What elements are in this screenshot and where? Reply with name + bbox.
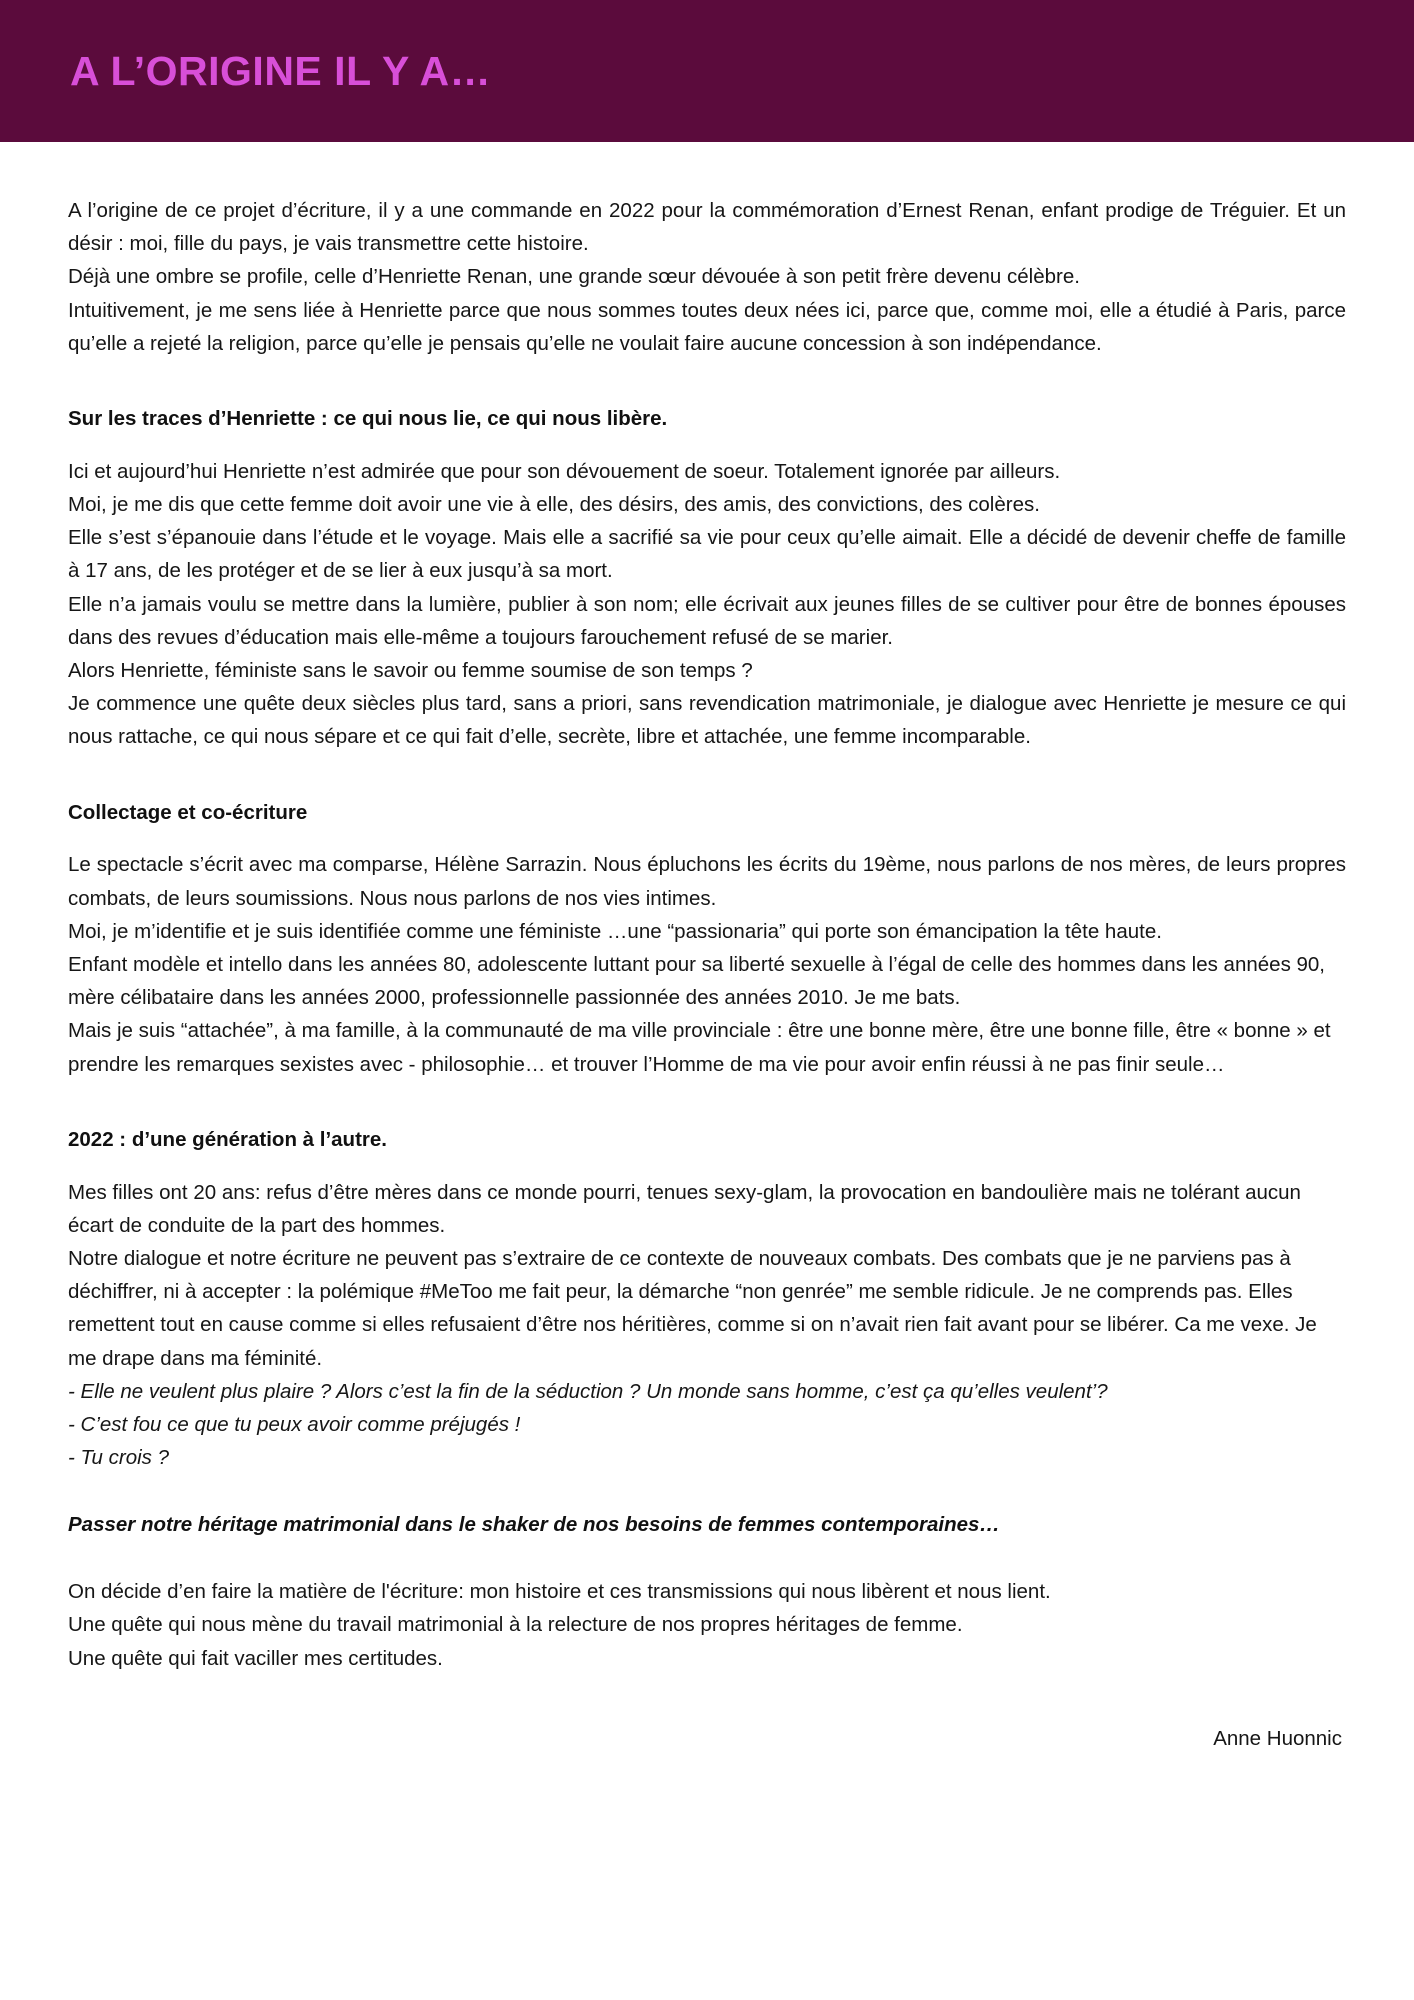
dialogue-line: - Tu crois ? bbox=[68, 1446, 169, 1470]
section-3-body bbox=[68, 1176, 1346, 1475]
section-1-body bbox=[68, 455, 1346, 754]
section-heading-1: Sur les traces d’Henriette : ce qui nous lie, ce qui nous libère. bbox=[68, 407, 668, 431]
section-heading-3: 2022 : d’une génération à l’autre. bbox=[68, 1127, 387, 1151]
spacer bbox=[68, 1561, 1346, 1575]
paragraph: Déjà une ombre se profile, celle d’Henriette Renan, une grande sœur dévouée à son petit frère devenu célèbre. bbox=[68, 265, 1080, 289]
author-signature: Anne Huonnic bbox=[1213, 1726, 1342, 1750]
spacer bbox=[68, 1474, 1346, 1510]
paragraph: Ici et aujourd’hui Henriette n’est admirée que pour son dévouement de soeur. Totalement ignorée par ailleurs. bbox=[68, 459, 1061, 483]
paragraph: Elle n’a jamais voulu se mettre dans la lumière, publier à son nom; elle écrivait aux jeunes filles de se cultiver pour être de bonnes épouses dans des revues d’éducation mais elle-même a toujours farouchement refusé de se marier. bbox=[68, 592, 1346, 649]
paragraph: Une quête qui nous mène du travail matrimonial à la relecture de nos propres héritages de femme. bbox=[68, 1613, 963, 1637]
paragraph: Mais je suis “attachée”, à ma famille, à la communauté de ma ville provinciale : être une bonne mère, être une bonne fille, être « bonne » et prendre les remarques sexistes avec - philosophie… et trouver l’Homme de ma vie pour avoir enfin réussi à ne pas finir seule… bbox=[68, 1019, 1331, 1076]
paragraph: Intuitivement, je me sens liée à Henriette parce que nous sommes toutes deux nées ici, parce que, comme moi, elle a étudié à Paris, parce qu’elle a rejeté la religion, parce qu’elle je pensais qu’elle ne voulait faire aucune concession à son indépendance. bbox=[68, 298, 1346, 355]
intro-paragraph-block bbox=[68, 194, 1346, 360]
spacer bbox=[68, 390, 1346, 404]
document-content bbox=[0, 142, 1414, 1781]
section-2-body bbox=[68, 848, 1346, 1080]
section-heading-2: Collectage et co-écriture bbox=[68, 800, 308, 824]
spacer bbox=[68, 784, 1346, 798]
paragraph: Mes filles ont 20 ans: refus d’être mères dans ce monde pourri, tenues sexy-glam, la provocation en bandoulière mais ne tolérant aucun écart de conduite de la part des hommes. bbox=[68, 1180, 1301, 1237]
paragraph: Enfant modèle et intello dans les années 80, adolescente luttant pour sa liberté sexuelle à l’égal de celle des hommes dans les années 90, mère célibataire dans les années 2000, professionnelle passionnée des années 2010. Je me bats. bbox=[68, 952, 1326, 1010]
dialogue-line: - Elle ne veulent plus plaire ? Alors c’est la fin de la séduction ? Un monde sans homme, c’est ça qu’elles veulent’? bbox=[68, 1379, 1108, 1403]
paragraph: Elle s’est s’épanouie dans l’étude et le voyage. Mais elle a sacrifié sa vie pour ceux qu’elle aimait. Elle a décidé de devenir cheffe de famille à 17 ans, de les protéger et de se lier à eux jusqu’à sa mort. bbox=[68, 526, 1346, 583]
page-header-band bbox=[0, 0, 1414, 142]
paragraph: Je commence une quête deux siècles plus tard, sans a priori, sans revendication matrimoniale, je dialogue avec Henriette je mesure ce qui nous rattache, ce qui nous sépare et ce qui fait d’elle, secrète, libre et attachée, une femme incomparable. bbox=[68, 692, 1346, 749]
dialogue-line: - C’est fou ce que tu peux avoir comme préjugés ! bbox=[68, 1412, 521, 1436]
paragraph: Moi, je me dis que cette femme doit avoir une vie à elle, des désirs, des amis, des convictions, des colères. bbox=[68, 492, 1040, 516]
paragraph: Notre dialogue et notre écriture ne peuvent pas s’extraire de ce contexte de nouveaux combats. Des combats que je ne parviens pas à déchiffrer, ni à accepter : la polémique #MeToo me fait peur, la démarche “non genrée” me semble ridicule. Je ne comprends pas. Elles remettent tout en cause comme si elles refusaient d’être nos héritières, comme si on n’avait rien fait avant pour se libérer. Ca me vexe. Je me drape dans ma féminité. bbox=[68, 1246, 1317, 1370]
paragraph: Moi, je m’identifie et je suis identifiée comme une féministe …une “passionaria” qui porte son émancipation la tête haute. bbox=[68, 919, 1162, 943]
section-heading-4: Passer notre héritage matrimonial dans le shaker de nos besoins de femmes contemporaines… bbox=[68, 1513, 1000, 1537]
paragraph: Une quête qui fait vaciller mes certitudes. bbox=[68, 1646, 443, 1670]
section-4-body bbox=[68, 1575, 1346, 1675]
spacer bbox=[68, 1111, 1346, 1125]
paragraph: On décide d’en faire la matière de l'écriture: mon histoire et ces transmissions qui nous libèrent et nous lient. bbox=[68, 1580, 1051, 1604]
paragraph: A l’origine de ce projet d’écriture, il y a une commande en 2022 pour la commémoration d’Ernest Renan, enfant prodige de Tréguier. Et un désir : moi, fille du pays, je vais transmettre cette histoire. bbox=[68, 199, 1346, 256]
paragraph: Alors Henriette, féministe sans le savoir ou femme soumise de son temps ? bbox=[68, 658, 753, 682]
page-title: A L’ORIGINE IL Y A… bbox=[70, 47, 492, 94]
paragraph: Le spectacle s’écrit avec ma comparse, Hélène Sarrazin. Nous épluchons les écrits du 19ème, nous parlons de nos mères, de leurs propres combats, de leurs soumissions. Nous nous parlons de nos vies intimes. bbox=[68, 853, 1346, 910]
